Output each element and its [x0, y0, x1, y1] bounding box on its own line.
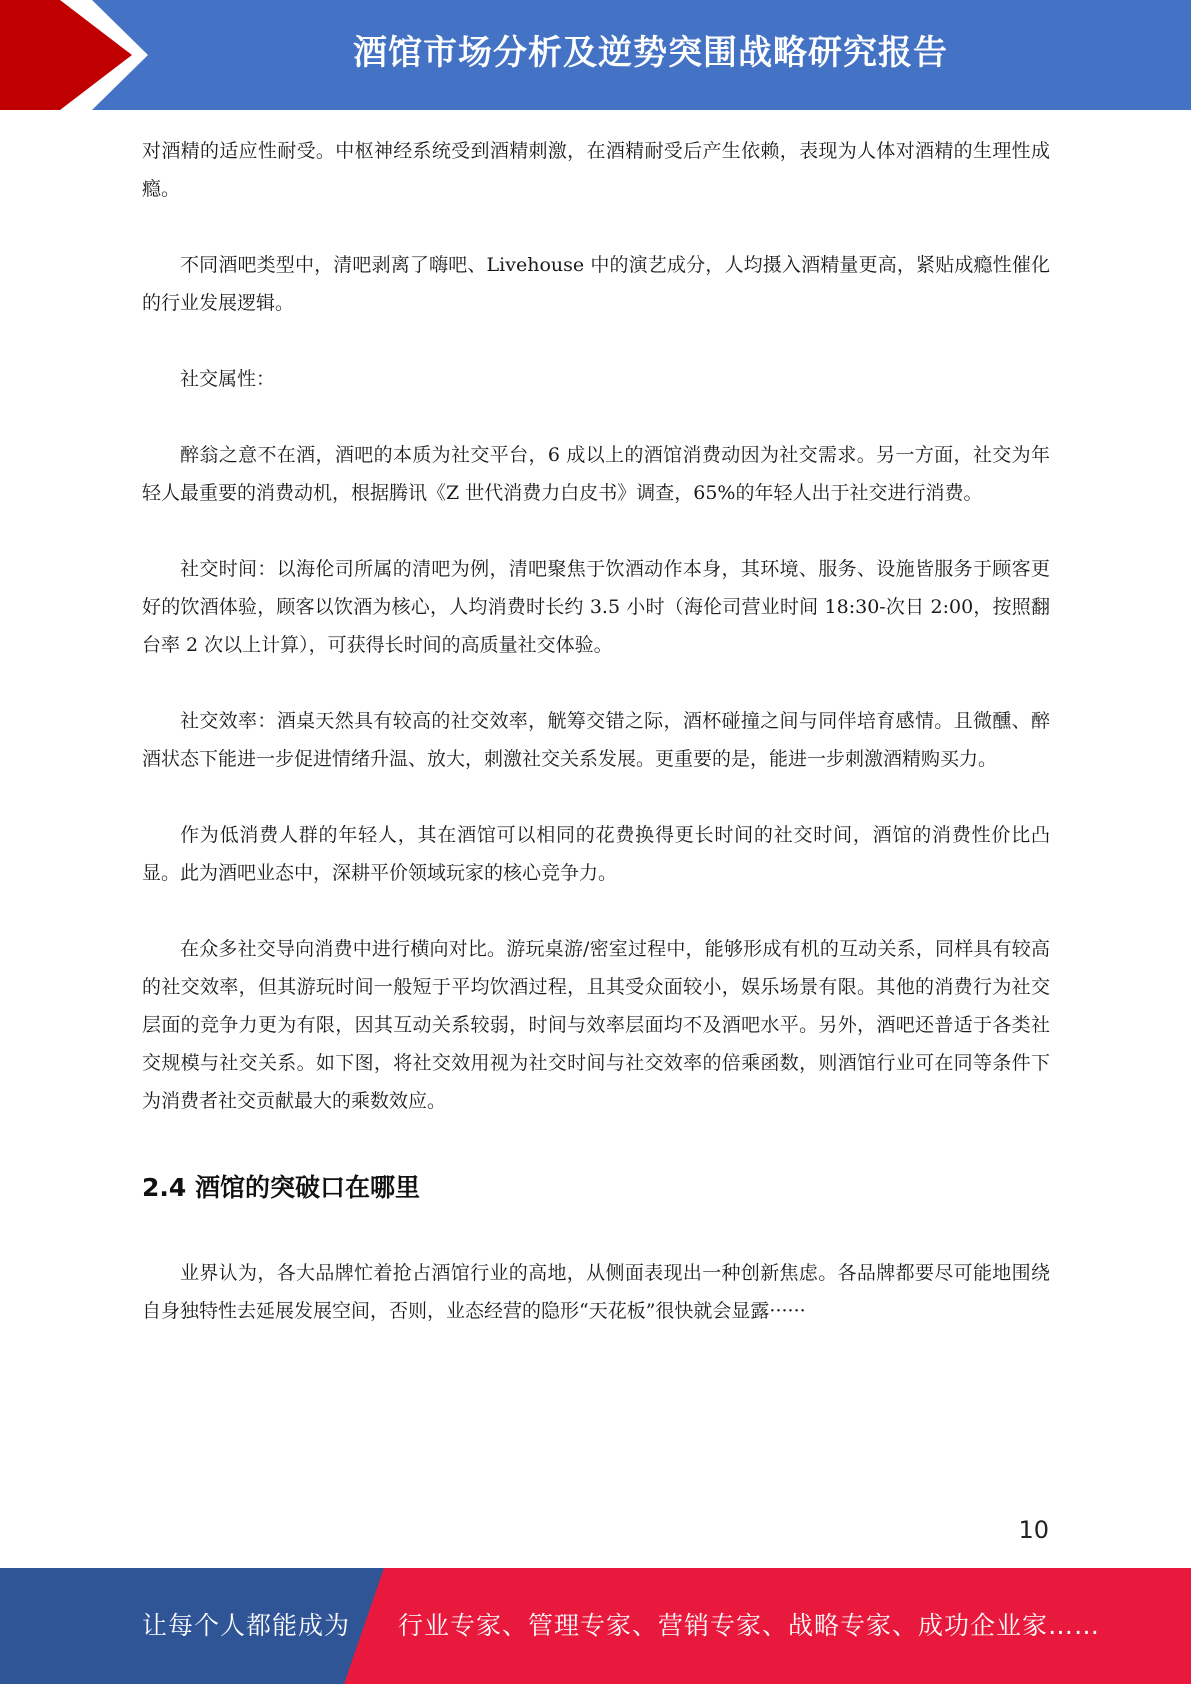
footer-slogan-right: 行业专家、管理专家、营销专家、战略专家、成功企业家……	[398, 1611, 1101, 1640]
page-header	[0, 0, 1191, 110]
body-paragraph-2: 不同酒吧类型中，清吧剥离了嗨吧、Livehouse 中的演艺成分，人均摄入酒精量更高，紧贴成瘾性催化的行业发展逻辑。	[142, 254, 1050, 314]
body-paragraph-5: 社交效率：酒桌天然具有较高的社交效率，觥筹交错之际，酒杯碰撞之间与同伴培育感情。且微醺、醉酒状态下能进一步促进情绪升温、放大，刺激社交关系发展。更重要的是，能进一步刺激酒精购买力。	[142, 710, 1050, 770]
body-paragraph-4: 社交时间：以海伦司所属的清吧为例，清吧聚焦于饮酒动作本身，其环境、服务、设施皆服务于顾客更好的饮酒体验，顾客以饮酒为核心，人均消费时长约 3.5 小时（海伦司营业时间 18:30-次日 2:00，按照翻台率 2 次以上计算），可获得长时间的高质量社交体验。	[142, 558, 1050, 656]
body-paragraph-6: 作为低消费人群的年轻人，其在酒馆可以相同的花费换得更长时间的社交时间，酒馆的消费性价比凸显。此为酒吧业态中，深耕平价领域玩家的核心竞争力。	[142, 824, 1050, 884]
page-footer	[0, 1568, 1191, 1684]
header-title: 酒馆市场分析及逆势突围战略研究报告	[353, 33, 948, 73]
main-content	[142, 132, 1050, 1330]
body-paragraph-3: 醉翁之意不在酒，酒吧的本质为社交平台，6 成以上的酒馆消费动因为社交需求。另一方面，社交为年轻人最重要的消费动机，根据腾讯《Z 世代消费力白皮书》调查，65%的年轻人出于社交进行消费。	[142, 444, 1050, 504]
section-paragraph: 业界认为，各大品牌忙着抢占酒馆行业的高地，从侧面表现出一种创新焦虑。各品牌都要尽可能地围绕自身独特性去延展发展空间，否则，业态经营的隐形“天花板”很快就会显露······	[142, 1262, 1050, 1322]
body-paragraph-7: 在众多社交导向消费中进行横向对比。游玩桌游/密室过程中，能够形成有机的互动关系，同样具有较高的社交效率，但其游玩时间一般短于平均饮酒过程，且其受众面较小，娱乐场景有限。其他的消费行为社交层面的竞争力更为有限，因其互动关系较弱，时间与效率层面均不及酒吧水平。另外，酒吧还普适于各类社交规模与社交关系。如下图，将社交效用视为社交时间与社交效率的倍乘函数，则酒馆行业可在同等条件下为消费者社交贡献最大的乘数效应。	[142, 938, 1050, 1112]
header-red-arrow	[0, 0, 148, 110]
subheading-social-attribute: 社交属性：	[180, 368, 276, 390]
body-paragraph-1: 对酒精的适应性耐受。中枢神经系统受到酒精刺激，在酒精耐受后产生依赖，表现为人体对酒精的生理性成瘾。	[142, 140, 1050, 200]
footer-slogan-left: 让每个人都能成为	[142, 1611, 351, 1640]
section-heading: 2.4 酒馆的突破口在哪里	[142, 1173, 420, 1202]
page-number: 10	[1018, 1516, 1049, 1544]
